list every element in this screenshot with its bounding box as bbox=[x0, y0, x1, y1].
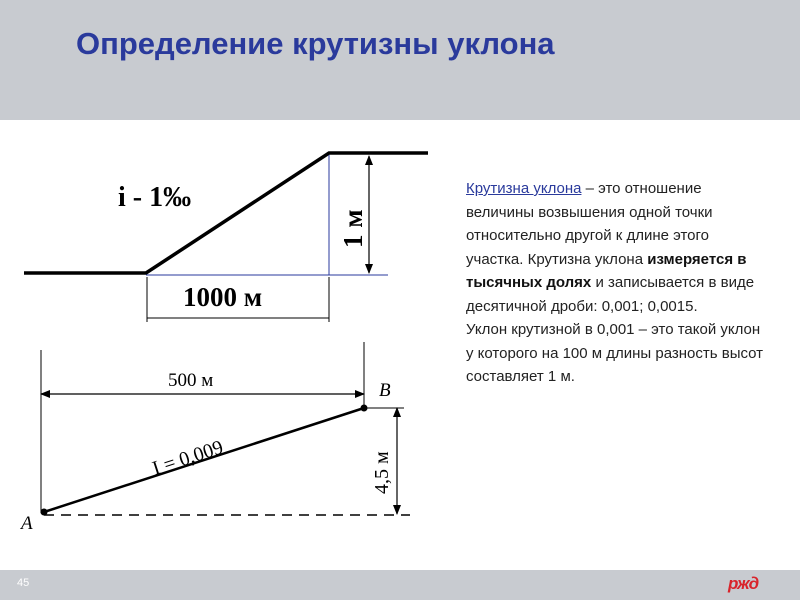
definition-part-2: и записывается в виде десятичной дроби: 0,001; 0,0015. bbox=[466, 274, 755, 315]
slide-title: Определение крутизны уклона bbox=[76, 26, 555, 61]
page-number: 45 bbox=[17, 577, 30, 589]
point-a-label: A bbox=[21, 513, 33, 534]
definition-emphasis: измеряется в тысячных долях bbox=[466, 250, 747, 291]
term-link[interactable]: Крутизна уклона bbox=[466, 180, 582, 197]
top-vertical-label: 1 м bbox=[338, 209, 368, 248]
bottom-slope-label: I = 0,009 bbox=[149, 436, 226, 480]
top-horizontal-label: 1000 м bbox=[183, 282, 263, 312]
bottom-height-label: 4,5 м bbox=[371, 451, 393, 494]
bottom-distance-label: 500 м bbox=[168, 370, 214, 391]
definition-part-1: – это отношение величины возвышения одной точки относительно другой к длине этого участка. Крутизна уклона bbox=[466, 180, 713, 268]
footer-band bbox=[0, 570, 800, 600]
definition-example: Уклон крутизной в 0,001 – это такой уклон у которого на 100 м длины разность высот составляет 1 м. bbox=[466, 321, 764, 385]
definition-text bbox=[466, 177, 766, 389]
rzd-logo-text: ржд bbox=[728, 574, 759, 593]
rzd-logo bbox=[728, 574, 758, 594]
point-b-label: B bbox=[379, 380, 391, 401]
top-slope-label: i - 1‰ bbox=[118, 182, 192, 213]
